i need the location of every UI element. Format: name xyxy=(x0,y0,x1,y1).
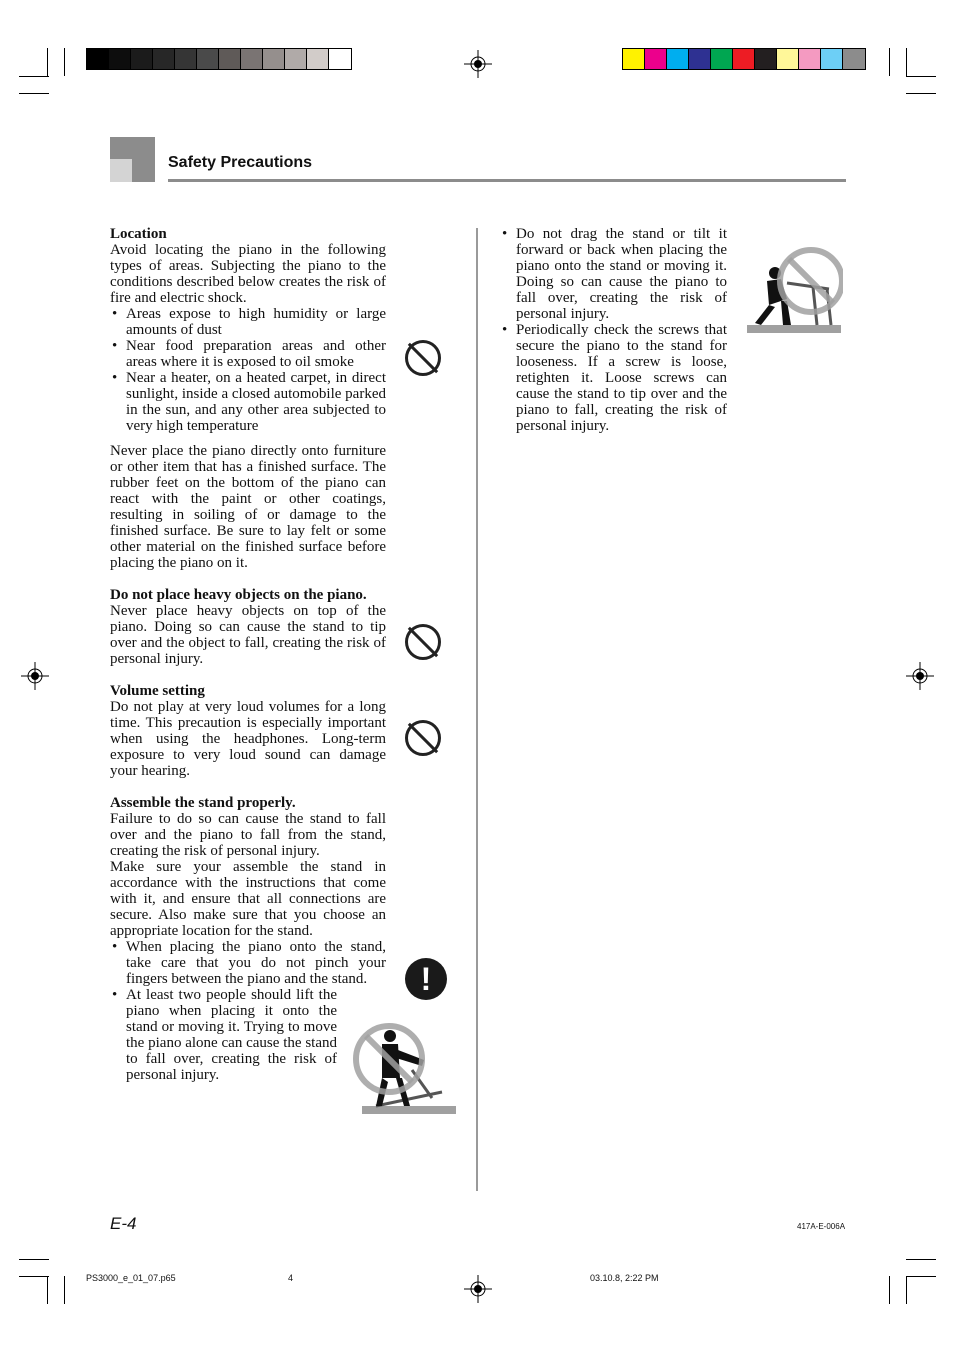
stand-text-1: Failure to do so can cause the stand to fall over and the piano to fall from the stand, creating the risk of personal injury. xyxy=(110,811,386,859)
grayscale-swatch xyxy=(307,49,329,69)
section-marker-light xyxy=(110,159,132,182)
color-swatch xyxy=(755,49,777,69)
finished-surface-paragraph: Never place the piano directly onto furniture or other item that has a finished surface. The rubber feet on the bottom of the piano can react with the paint or other coatings, resulting in soiling of or damage to the finished surface. Be sure to lay felt or some other material on the finished surface before placing the piano on it. xyxy=(110,443,386,571)
lifting-piano-alone-illustration xyxy=(352,1022,456,1116)
document-code: 417A-E-006A xyxy=(797,1222,846,1231)
grayscale-swatch xyxy=(131,49,153,69)
grayscale-swatch xyxy=(175,49,197,69)
stand-heading: Assemble the stand properly. xyxy=(110,795,296,811)
slug-page-number: 4 xyxy=(288,1273,294,1283)
grayscale-swatch xyxy=(87,49,109,69)
grayscale-swatch xyxy=(109,49,131,69)
grayscale-swatch xyxy=(263,49,285,69)
registration-mark-icon xyxy=(906,662,934,690)
header-rule xyxy=(168,179,846,182)
slug-timestamp: 03.10.8, 2:22 PM xyxy=(590,1273,659,1283)
grayscale-swatch xyxy=(219,49,241,69)
color-swatch xyxy=(733,49,755,69)
right-column xyxy=(500,226,727,434)
grayscale-swatch xyxy=(329,49,351,69)
location-list xyxy=(110,306,386,434)
column-divider xyxy=(476,228,478,1191)
list-item: • When placing the piano onto the stand, take care that you do not pinch your fingers between the piano and the stand. xyxy=(110,939,386,987)
prohibition-icon xyxy=(405,340,441,376)
registration-mark-icon xyxy=(464,1275,492,1303)
page-title: Safety Precautions xyxy=(168,154,313,171)
list-item: • Do not drag the stand or tilt it forward or back when placing the piano onto the stand or moving it. Doing so can cause the piano to fall over, creating the risk of personal injury. xyxy=(500,226,727,322)
list-item: • Areas expose to high humidity or large amounts of dust xyxy=(110,306,386,338)
prohibition-icon xyxy=(405,624,441,660)
color-calibration-bar xyxy=(622,48,866,70)
color-swatch xyxy=(689,49,711,69)
heavy-objects-text: Never place heavy objects on top of the piano. Doing so can cause the stand to tip over and the object to fall, creating the risk of personal injury. xyxy=(110,603,386,667)
color-swatch xyxy=(667,49,689,69)
location-intro: Avoid locating the piano in the following types of areas. Subjecting the piano to the conditions described below creates the risk of fire and electric shock. xyxy=(110,242,386,306)
left-column xyxy=(110,226,386,1083)
exclamation-icon: ! xyxy=(405,958,447,1000)
color-swatch xyxy=(711,49,733,69)
right-list xyxy=(500,226,727,434)
list-item: • Near food preparation areas and other areas where it is exposed to oil smoke xyxy=(110,338,386,370)
volume-heading: Volume setting xyxy=(110,683,205,699)
volume-text: Do not play at very loud volumes for a long time. This precaution is especially important when using the headphones. Long-term exposure to very loud sound can damage your hearing. xyxy=(110,699,386,779)
color-swatch xyxy=(645,49,667,69)
registration-mark-icon xyxy=(464,50,492,78)
stand-text-2: Make sure your assemble the stand in accordance with the instructions that come with it, and ensure that all connections are secure. Also make sure that you choose an appropriate location for the stand. xyxy=(110,859,386,939)
color-swatch xyxy=(821,49,843,69)
heavy-objects-heading: Do not place heavy objects on the piano. xyxy=(110,587,367,603)
list-item: • Near a heater, on a heated carpet, in direct sunlight, inside a closed automobile parked in the sun, and any other area subjected to very high temperature xyxy=(110,370,386,434)
file-name: PS3000_e_01_07.p65 xyxy=(86,1273,176,1283)
dragging-stand-illustration xyxy=(747,243,843,335)
grayscale-calibration-bar xyxy=(86,48,352,70)
prohibition-icon xyxy=(405,720,441,756)
color-swatch xyxy=(799,49,821,69)
color-swatch xyxy=(623,49,645,69)
list-item: • At least two people should lift the piano when placing it onto the stand or moving it. Trying to move the piano alone can cause the stand to fall over, creating the risk of personal injury. xyxy=(110,987,337,1083)
registration-mark-icon xyxy=(21,662,49,690)
color-swatch xyxy=(777,49,799,69)
grayscale-swatch xyxy=(241,49,263,69)
list-item: • Periodically check the screws that secure the piano to the stand for looseness. If a screw is loose, retighten it. Loose screws can cause the stand to tip over and the piano to fall, creating the risk of personal injury. xyxy=(500,322,727,434)
grayscale-swatch xyxy=(153,49,175,69)
page-label: E-4 xyxy=(110,1214,137,1233)
grayscale-swatch xyxy=(285,49,307,69)
color-swatch xyxy=(843,49,865,69)
location-heading: Location xyxy=(110,226,167,242)
grayscale-swatch xyxy=(197,49,219,69)
stand-list xyxy=(110,939,386,1083)
